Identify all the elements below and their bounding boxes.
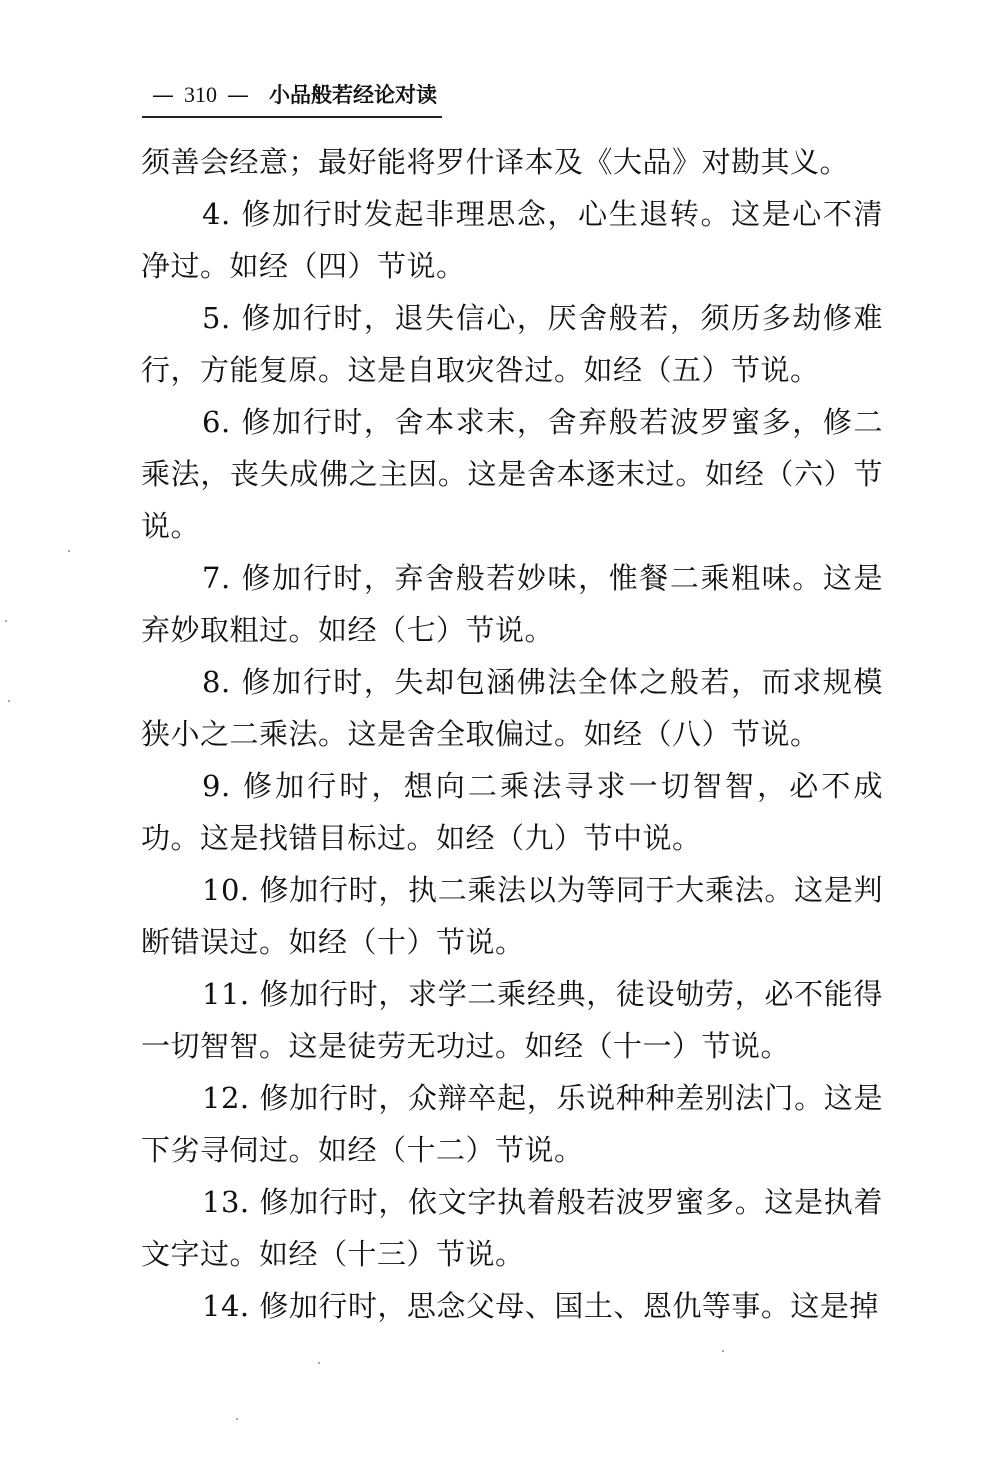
paragraph-item-9: 9. 修加行时，想向二乘法寻求一切智智，必不成功。这是找错目标过。如经（九）节中说。 [141, 769, 883, 855]
scan-speck [236, 1418, 238, 1420]
scan-speck [318, 1362, 320, 1364]
scan-speck [722, 1350, 724, 1352]
paragraph-item-11: 11. 修加行时，求学二乘经典，徒设劬劳，必不能得一切智智。这是徒劳无功过。如经（十一）节说。 [141, 977, 883, 1063]
paragraph-item-8: 8. 修加行时，失却包涵佛法全体之般若，而求规模狭小之二乘法。这是舍全取偏过。如经（八）节说。 [141, 665, 883, 751]
scan-speck [68, 550, 70, 552]
paragraph-item-10: 10. 修加行时，执二乘法以为等同于大乘法。这是判断错误过。如经（十）节说。 [141, 873, 883, 959]
paragraph-continuation: 须善会经意；最好能将罗什译本及《大品》对勘其义。 [141, 145, 850, 179]
header-dash-left: — [152, 83, 174, 108]
book-title: 小品般若经论对读 [269, 83, 437, 107]
paragraph-item-7: 7. 修加行时，弃舍般若妙味，惟餐二乘粗味。这是弃妙取粗过。如经（七）节说。 [141, 561, 883, 647]
header-dash-right: — [227, 83, 249, 108]
header-rule [142, 116, 442, 118]
scan-speck [5, 620, 7, 622]
paragraph-item-4: 4. 修加行时发起非理思念，心生退转。这是心不清净过。如经（四）节说。 [141, 197, 883, 283]
paragraph-item-14: 14. 修加行时，思念父母、国土、恩仇等事。这是掉 [202, 1289, 879, 1323]
paragraph-item-12: 12. 修加行时，众辩卒起，乐说种种差别法门。这是下劣寻伺过。如经（十二）节说。 [141, 1081, 883, 1167]
paragraph-item-6: 6. 修加行时，舍本求末，舍弃般若波罗蜜多，修二乘法，丧失成佛之主因。这是舍本逐末过。如经（六）节说。 [141, 405, 883, 543]
paragraph-item-13: 13. 修加行时，依文字执着般若波罗蜜多。这是执着文字过。如经（十三）节说。 [141, 1185, 883, 1271]
paragraph-item-5: 5. 修加行时，退失信心，厌舍般若，须历多劫修难行，方能复原。这是自取灾咎过。如经（五）节说。 [141, 301, 883, 387]
body-text [141, 136, 883, 1332]
page-number: 310 [184, 82, 217, 107]
running-header [146, 78, 466, 112]
scan-speck [8, 700, 10, 702]
